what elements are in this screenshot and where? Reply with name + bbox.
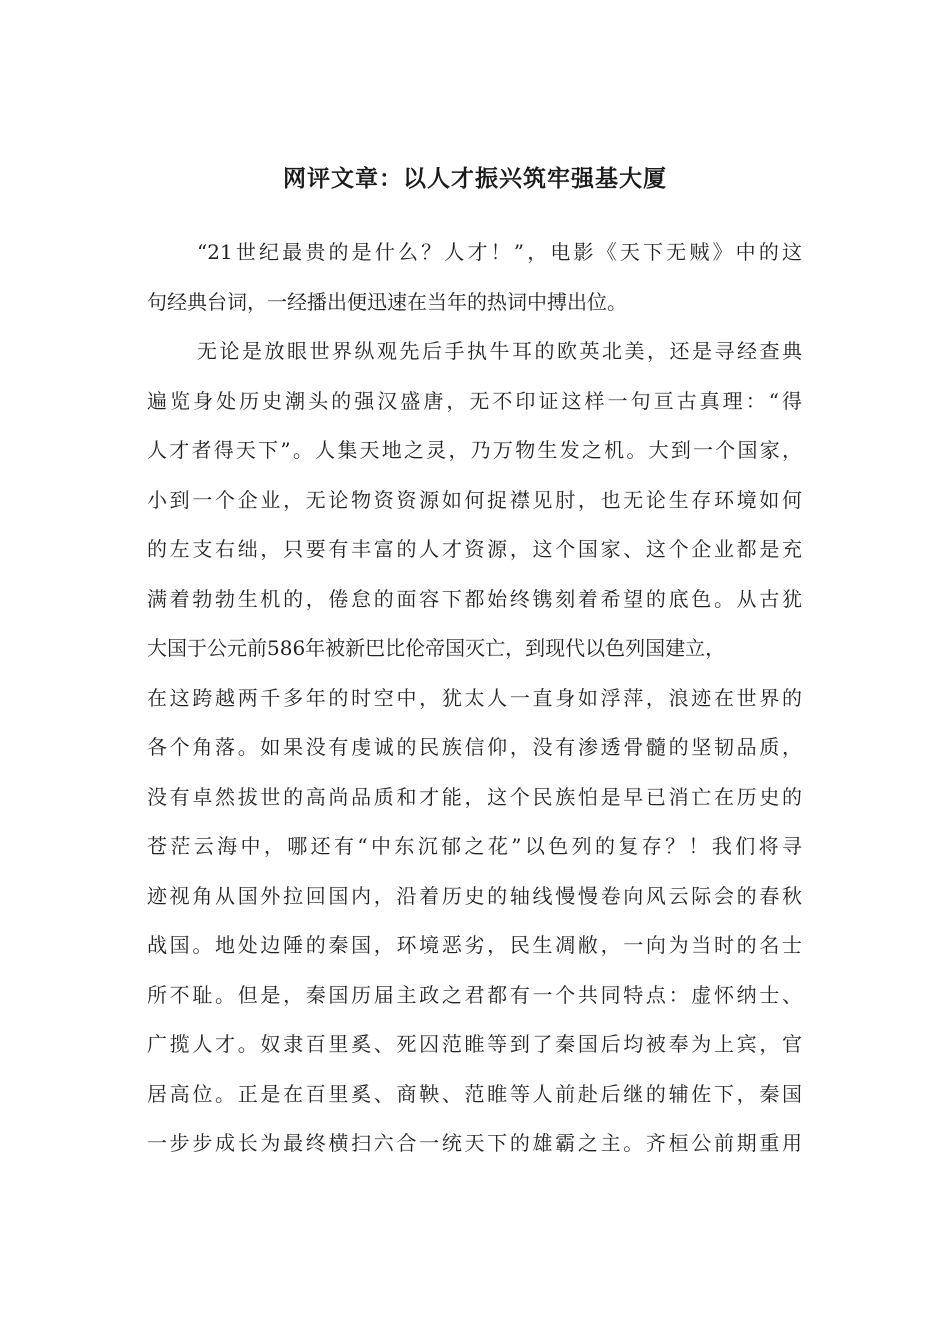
paragraph-2-line-12: 迹视角从国外拉回国内，沿着历史的轴线慢慢卷向风云际会的春秋	[147, 883, 802, 908]
document-title: 网评文章：以人才振兴筑牢强基大厦	[283, 165, 667, 192]
paragraph-2-line-2: 遍览身处历史潮头的强汉盛唐，无不印证这样一句亘古真理：“得	[147, 388, 802, 413]
document-body	[147, 231, 802, 1172]
paragraph-2-line-13: 战国。地处边陲的秦国，环境恶劣，民生凋敝，一向为当时的名士	[147, 933, 802, 957]
paragraph-2-line-1: 无论是放眼世界纵观先后手执牛耳的欧英北美，还是寻经查典	[197, 339, 802, 363]
paragraph-2-line-16: 居高位。正是在百里奚、商鞅、范睢等人前赴后继的辅佐下，秦国	[147, 1081, 802, 1106]
paragraph-2-line-5: 的左支右绌，只要有丰富的人才资源，这个国家、这个企业都是充	[147, 537, 802, 561]
paragraph-1-line-1: “21世纪最贵的是什么？人才！”，电影《天下无贼》中的这	[197, 240, 802, 264]
paragraph-2-line-10: 没有卓然拔世的高尚品质和才能，这个民族怕是早已消亡在历史的	[147, 784, 802, 809]
paragraph-2-line-7: 大国于公元前586年被新巴比伦帝国灭亡，到现代以色列国建立，	[147, 636, 726, 660]
paragraph-1-line-2: 句经典台词，一经播出便迅速在当年的热词中搏出位。	[147, 289, 627, 314]
paragraph-2-line-8: 在这跨越两千多年的时空中，犹太人一直身如浮萍，浪迹在世界的	[147, 685, 802, 710]
paragraph-2-line-17: 一步步成长为最终横扫六合一统天下的雄霸之主。齐桓公前期重用	[147, 1131, 802, 1155]
paragraph-2-line-14: 所不耻。但是，秦国历届主政之君都有一个共同特点：虚怀纳士、	[147, 982, 802, 1007]
paragraph-2-line-9: 各个角落。如果没有虔诚的民族信仰，没有渗透骨髓的坚韧品质，	[147, 735, 802, 759]
paragraph-2-line-4: 小到一个企业，无论物资资源如何捉襟见肘，也无论生存环境如何	[147, 487, 802, 512]
paragraph-2-line-6: 满着勃勃生机的，倦怠的面容下都始终镌刻着希望的底色。从古犹	[147, 586, 802, 611]
paragraph-2-line-15: 广揽人才。奴隶百里奚、死囚范睢等到了秦国后均被奉为上宾，官	[147, 1032, 802, 1056]
paragraph-2-line-11: 苍茫云海中，哪还有“中东沉郁之花”以色列的复存？！我们将寻	[147, 834, 802, 858]
paragraph-2-line-3: 人才者得天下”。人集天地之灵，乃万物生发之机。大到一个国家，	[147, 438, 802, 462]
